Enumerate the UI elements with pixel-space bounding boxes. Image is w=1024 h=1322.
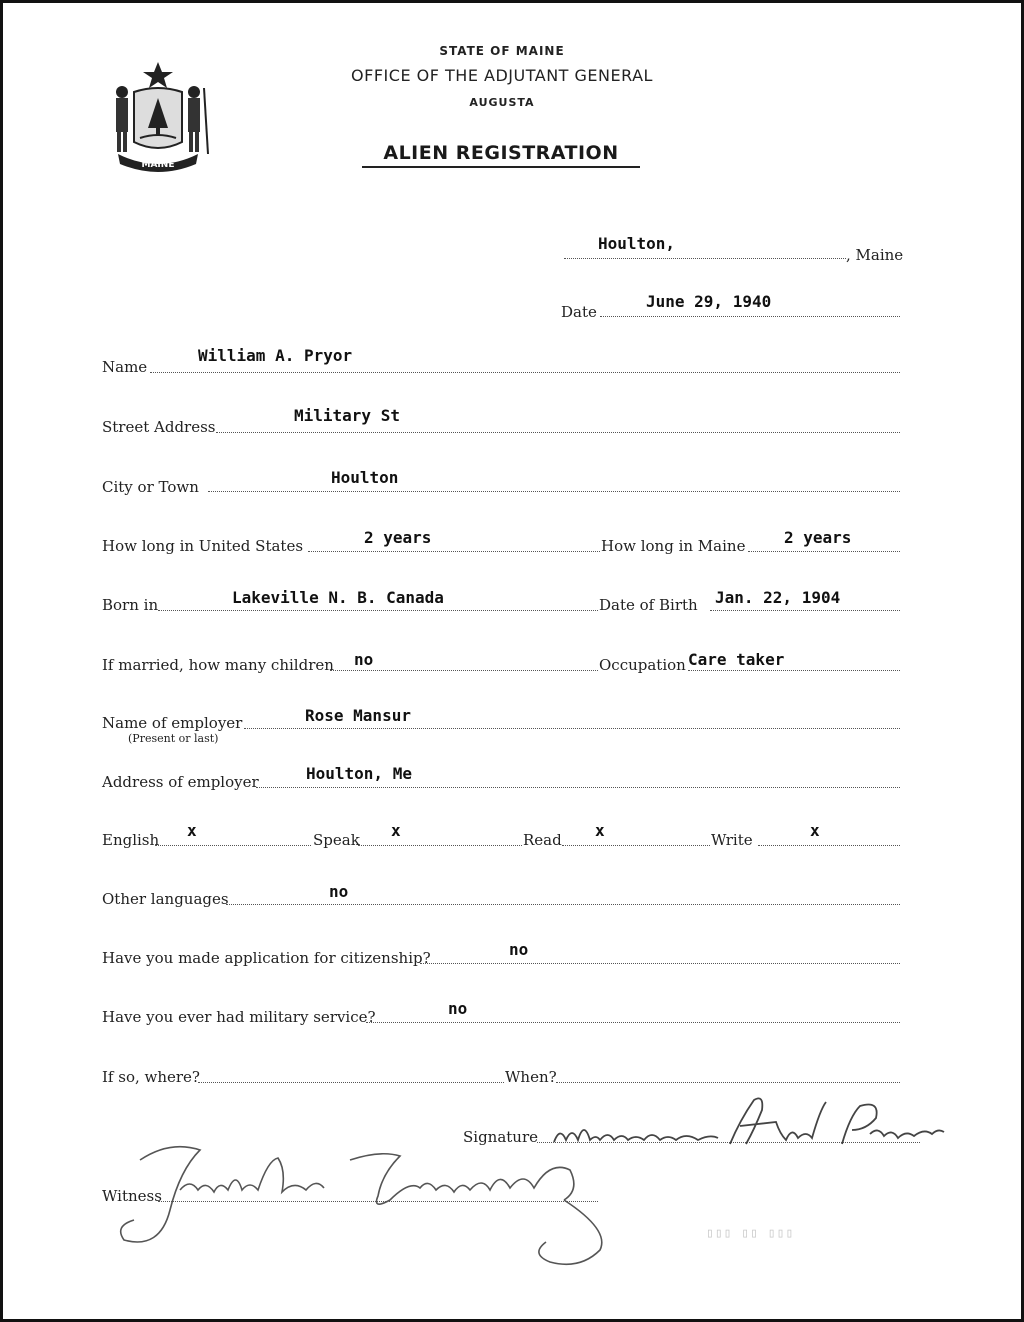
write-value: x bbox=[810, 821, 820, 840]
us-duration-value: 2 years bbox=[364, 528, 432, 547]
us-duration-label: How long in United States bbox=[102, 537, 304, 555]
english-value: x bbox=[187, 821, 197, 840]
speak-value: x bbox=[391, 821, 401, 840]
employer-line bbox=[244, 728, 900, 729]
city-line bbox=[208, 491, 900, 492]
dob-label: Date of Birth bbox=[599, 596, 698, 614]
where-label: If so, where? bbox=[102, 1068, 200, 1086]
english-label: English bbox=[102, 831, 160, 849]
dob-value: Jan. 22, 1904 bbox=[715, 588, 841, 607]
children-label: If married, how many children bbox=[102, 656, 334, 674]
when-label: When? bbox=[505, 1068, 557, 1086]
citizenship-line bbox=[420, 963, 900, 964]
place-suffix: , Maine bbox=[846, 246, 904, 264]
city-value: Houlton bbox=[331, 468, 399, 487]
state-header: STATE OF MAINE bbox=[439, 44, 565, 58]
speak-label: Speak bbox=[313, 831, 360, 849]
military-label: Have you ever had military service? bbox=[102, 1008, 376, 1026]
employer-address-line bbox=[256, 787, 900, 788]
place-value: Houlton, bbox=[598, 234, 676, 253]
where-line bbox=[198, 1082, 504, 1083]
name-label: Name bbox=[102, 358, 148, 376]
signature-label: Signature bbox=[463, 1128, 539, 1146]
read-value: x bbox=[595, 821, 605, 840]
military-line bbox=[366, 1022, 900, 1023]
us-duration-line bbox=[308, 551, 600, 552]
employer-address-label: Address of employer bbox=[102, 773, 259, 791]
write-label: Write bbox=[711, 831, 753, 849]
employer-label: Name of employer bbox=[102, 714, 243, 732]
speak-line bbox=[358, 845, 522, 846]
occupation-value: Care taker bbox=[688, 650, 785, 669]
svg-text:MAINE: MAINE bbox=[141, 160, 175, 170]
city-label: City or Town bbox=[102, 478, 199, 496]
read-line bbox=[562, 845, 710, 846]
maine-duration-line bbox=[748, 551, 900, 552]
born-in-line bbox=[158, 610, 598, 611]
form-title: ALIEN REGISTRATION bbox=[362, 142, 640, 168]
read-label: Read bbox=[523, 831, 562, 849]
occupation-line bbox=[688, 670, 900, 671]
street-line bbox=[216, 432, 900, 433]
office-header: OFFICE OF THE ADJUTANT GENERAL bbox=[351, 66, 653, 85]
street-value: Military St bbox=[294, 406, 400, 425]
other-languages-value: no bbox=[329, 882, 349, 901]
maine-duration-label: How long in Maine bbox=[601, 537, 746, 555]
witness-label: Witness bbox=[102, 1187, 162, 1205]
other-languages-label: Other languages bbox=[102, 890, 229, 908]
dob-line bbox=[710, 610, 900, 611]
occupation-label: Occupation bbox=[599, 656, 686, 674]
place-line bbox=[564, 258, 846, 259]
date-line bbox=[600, 316, 900, 317]
name-value: William A. Pryor bbox=[198, 346, 353, 365]
children-value: no bbox=[354, 650, 374, 669]
faded-stamp-mark: ▯▯▯ ▯▯ ▯▯▯ bbox=[706, 1226, 795, 1241]
witness-signature bbox=[110, 1130, 630, 1280]
born-in-value: Lakeville N. B. Canada bbox=[232, 588, 444, 607]
city-header: AUGUSTA bbox=[469, 96, 535, 109]
date-label: Date bbox=[561, 303, 597, 321]
english-line bbox=[155, 845, 311, 846]
employer-value: Rose Mansur bbox=[305, 706, 411, 725]
children-line bbox=[330, 670, 598, 671]
employer-sublabel: (Present or last) bbox=[128, 732, 219, 745]
employer-address-value: Houlton, Me bbox=[306, 764, 412, 783]
citizenship-label: Have you made application for citizenship? bbox=[102, 949, 431, 967]
write-line bbox=[758, 845, 900, 846]
other-languages-line bbox=[226, 904, 900, 905]
born-in-label: Born in bbox=[102, 596, 159, 614]
name-line bbox=[150, 372, 900, 373]
street-label: Street Address bbox=[102, 418, 216, 436]
maine-duration-value: 2 years bbox=[784, 528, 852, 547]
military-value: no bbox=[448, 999, 468, 1018]
date-value: June 29, 1940 bbox=[646, 292, 772, 311]
when-line bbox=[556, 1082, 900, 1083]
citizenship-value: no bbox=[509, 940, 529, 959]
